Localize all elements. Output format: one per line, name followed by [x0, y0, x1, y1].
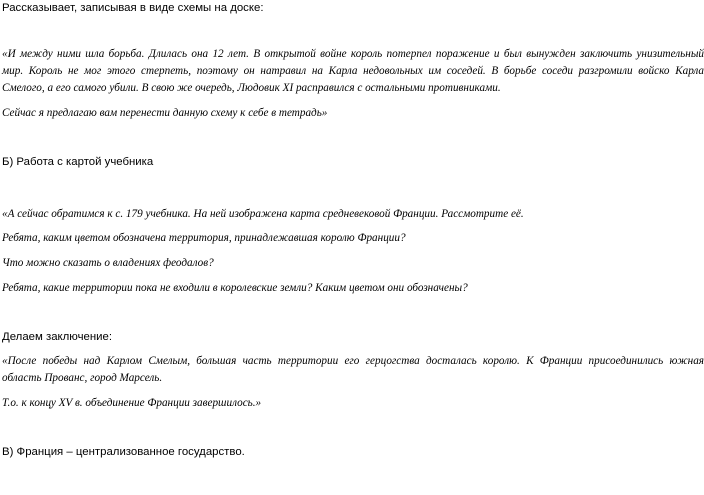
quote-struggle [2, 46, 704, 97]
quote-conclusion-line-2: область Прованс, город Марсель. [2, 372, 163, 384]
quote-struggle-line-2: мир. Король не мог этого стерпеть, поэтому он натравил на Карла недовольных им соседей. В борьбе соседи разгромили войско Карла [2, 65, 704, 77]
question-territory-color: Ребята, каким цветом обозначена территория, принадлежавшая королю Франции? [2, 232, 406, 244]
quote-conclusion-line-1: «После победы над Карлом Смелым, большая часть территории его герцогства досталась королю. К Франции присоединились южная [2, 355, 704, 367]
map-intro: «А сейчас обратимся к с. 179 учебника. На ней изображена карта средневековой Франции. Рассмотрите её. [2, 208, 524, 220]
intro-heading: Рассказывает, записывая в виде схемы на доске: [2, 2, 264, 14]
question-non-royal-lands: Ребята, какие территории пока не входили в королевские земли? Каким цветом они обозначены? [2, 282, 468, 294]
quote-struggle-line-1: «И между ними шла борьба. Длилась она 12 лет. В открытой войне король потерпел поражение и был вынужден заключить унизительный [2, 48, 704, 60]
quote-conclusion [2, 353, 704, 387]
quote-struggle-line-3: Смелого, а его самого убили. В свою же очередь, Людовик XI расправился с остальными противниками. [2, 82, 501, 94]
question-feudal-lands: Что можно сказать о владениях феодалов? [2, 257, 214, 269]
section-v-heading: В) Франция – централизованное государство. [2, 446, 245, 458]
conclusion-heading: Делаем заключение: [2, 331, 113, 343]
quote-conclusion-end: Т.о. к концу XV в. объединение Франции завершилось.» [2, 397, 262, 409]
section-b-heading: Б) Работа с картой учебника [2, 156, 154, 168]
quote-struggle-end: Сейчас я предлагаю вам перенести данную схему к себе в тетрадь» [2, 107, 328, 119]
